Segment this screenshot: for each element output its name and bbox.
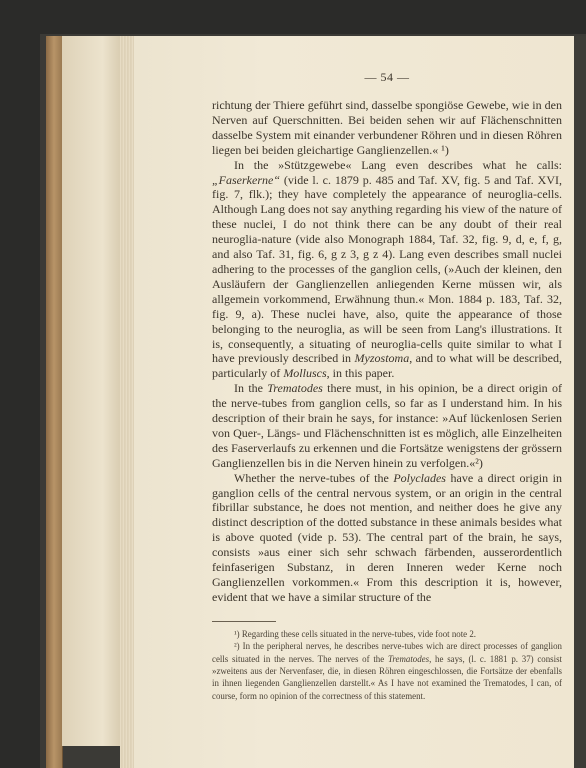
page-content <box>212 70 562 702</box>
italic-term: „Faserkerne“ <box>212 172 280 187</box>
text-run: richtung der Thiere geführt sind, dasselbe spongiöse Gewebe, wie in den Nerven auf Querschnitten. Bei beiden sehen wir auf Flächenschnitten dasselbe System mit einander verbundener Röhren und in diesen Röhren liegen bei beiden gleichartige Ganglienzellen.« ¹) <box>212 98 562 157</box>
footnote <box>212 640 562 702</box>
footnotes <box>212 628 562 702</box>
text-run: , and to what will be described, particularly of <box>212 351 563 381</box>
page-stack-edges <box>120 36 134 768</box>
body-paragraph <box>212 381 562 470</box>
book-cover-edge <box>46 36 63 768</box>
left-leaf <box>62 36 120 746</box>
text-run: (vide l. c. 1879 p. 485 and Taf. XV, fig. 5 and Taf. XVI, fig. 7, flk.); they have completely the appearance of neuroglia-cells. Although Lang does not say anything regarding his view of the nature of these nuclei, I do not think there can be any doubt of their real neuroglia-nature (vide also Monograph 1884, Taf. 32, fig. 9, d, e, f, g, and also Taf. 31, fig. 6, g z 3, g z 4). Lang even describes small nuclei adhering to the processes of the ganglion cells, (»Auch der kleinen, den Ausläufern der Ganglienzellen anliegenden Kerne müssen wir, als allgemein vorkommend, Erwähnung thun.« Mon. 1884 p. 183, Taf. 32, fig. 9, a). These nuclei have, also, quite the appearance of those belonging to the neuroglia, as will be seen from Lang's illustrations. It is, consequently, a situating of neuroglia-cells quite similar to what I have previously described in <box>212 172 562 366</box>
italic-term: Polyclades <box>393 470 446 485</box>
italic-term: Trematodes <box>267 381 323 396</box>
footnote-divider <box>212 621 276 622</box>
text-run: , he says, (l. c. 1881 p. 37) consist »zweitens aus der Nervenfaser, die, in diesen Röhren eingeschlossen, die Fortsätze der ebenfalls in ihnen liegenden Ganglienzellen darstellt.« As I have not examined the Trematodes, I can, of course, form no opinion of the correctness of this statement. <box>212 653 563 701</box>
text-run: Whether the nerve-tubes of the <box>234 470 394 485</box>
text-run: In the »Stützgewebe« Lang even describes what he calls: <box>234 157 562 172</box>
italic-term: Trematodes <box>387 653 430 664</box>
page-number: — 54 — <box>364 70 410 84</box>
body-paragraph <box>212 471 562 605</box>
italic-term: Myzostoma <box>354 351 410 366</box>
body-paragraph <box>212 98 562 158</box>
text-run: ²) In the peripheral nerves, he describes nerve-tubes wich are direct processes of ganglion cells situated in the nerves. The nerves of the <box>212 641 562 664</box>
text-run: , in this paper. <box>326 366 395 381</box>
text-run: have a direct origin in ganglion cells of the central nervous system, or an origin in the central fibrillar substance, he does not mention, and neither does he give any distinct description of the dotted substance in these animals besides what is above quoted (vide p. 53). The central part of the brain, he says, consists »aus einer sich sehr schwach färbenden, ausserordentlich feinfaserigen Substanz, in deren Inneren weder Kerne noch Ganglienzellen vorkommen.« From this description it is, however, evident that we have a similar structure of the <box>212 470 562 604</box>
text-run: In the <box>234 381 268 396</box>
text-run: ¹) Regarding these cells situated in the nerve-tubes, vide foot note 2. <box>234 628 476 639</box>
italic-term: Molluscs <box>283 366 327 381</box>
footnote <box>212 628 562 640</box>
scan-margin-right <box>574 36 586 768</box>
text-run: there must, in his opinion, be a direct origin of the nerve-tubes from ganglion cells, so far as I understand him. In his description of their brain he says, for instance: »Auf lückenlosen Serien von Quer-, Längs- und Flächenschnitten ist es möglich, alle Einzelheiten des Faserverlaufs zu erkennen und die Fortsätze wenigstens der grössern Ganglienzellen bis in die Nerven hinein zu verfolgen.«²) <box>212 381 562 470</box>
body-paragraph <box>212 158 562 382</box>
